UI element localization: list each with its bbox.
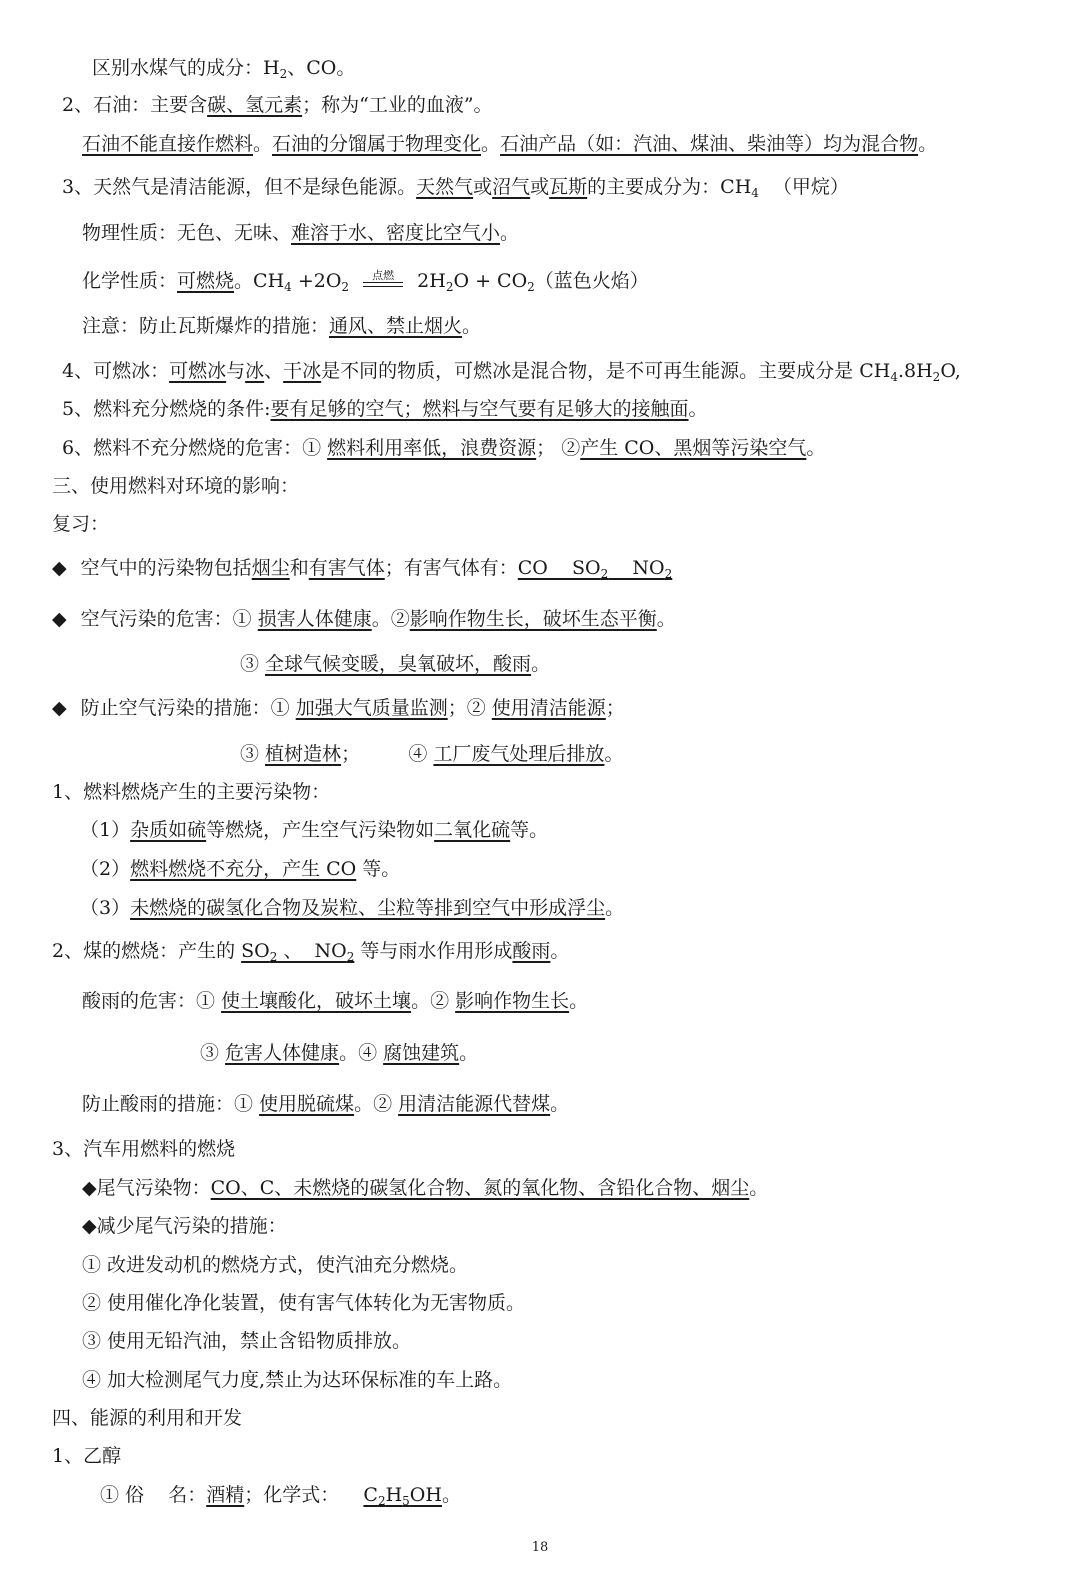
text-line-measure-1 bbox=[82, 1252, 468, 1278]
review-label bbox=[52, 511, 109, 537]
text: 和 bbox=[289, 557, 309, 579]
underlined-term: 瓦斯 bbox=[549, 176, 588, 198]
text: 。 bbox=[550, 1093, 570, 1115]
text-line-water-gas bbox=[92, 55, 355, 87]
text: 5、燃料充分燃烧的条件: bbox=[62, 398, 271, 420]
text: 。 bbox=[253, 133, 273, 155]
equals-bar-top bbox=[363, 282, 403, 283]
text: 、CO。 bbox=[287, 57, 356, 79]
underlined-term: 天然气 bbox=[416, 176, 474, 198]
underlined-term: 产生 CO、黑烟等污染空气 bbox=[580, 437, 807, 459]
text-line-combustible-ice bbox=[62, 358, 961, 390]
text: 2H bbox=[417, 270, 446, 292]
underlined-term: 要有足够的空气；燃料与空气要有足够大的接触面 bbox=[270, 398, 689, 420]
underlined-term: 植树造林 bbox=[265, 743, 342, 765]
underlined-term: OH bbox=[409, 1484, 442, 1506]
reaction-arrow bbox=[361, 269, 405, 295]
text: ② 使用催化净化装置，使有害气体转化为无害物质。 bbox=[82, 1292, 526, 1314]
text: 等与雨水作用形成 bbox=[354, 940, 513, 962]
subscript: 5 bbox=[402, 1494, 410, 1508]
text-line-prevent-acid-rain bbox=[82, 1091, 569, 1117]
underlined-term: 有害气体 bbox=[308, 557, 385, 579]
text: 。 bbox=[569, 990, 589, 1012]
text: ；有害气体有： bbox=[384, 557, 518, 579]
text: 1、乙醇 bbox=[52, 1445, 122, 1467]
page-number: 18 bbox=[531, 1540, 549, 1555]
text: ① 改进发动机的燃烧方式，使汽油充分燃烧。 bbox=[82, 1254, 469, 1276]
text-line-measure-3 bbox=[82, 1328, 411, 1354]
text: ； bbox=[605, 697, 625, 719]
underlined-term: 酒精 bbox=[206, 1484, 245, 1506]
underlined-term: CO、C、未燃烧的碳氢化合物、氮的氧化物、含铅化合物、烟尘 bbox=[210, 1177, 750, 1199]
section-heading-4 bbox=[52, 1405, 242, 1431]
text: 2、石油：主要含 bbox=[62, 94, 208, 116]
underlined-term: 可燃烧 bbox=[177, 270, 235, 292]
underlined-term: 未燃烧的碳氢化合物及炭粒、尘粒等排到空气中形成浮尘 bbox=[130, 897, 606, 919]
underlined-term: 酸雨 bbox=[512, 940, 551, 962]
text-line-pollutant-2 bbox=[80, 856, 400, 882]
subscript: 2 bbox=[664, 567, 673, 581]
text: （1） bbox=[80, 819, 131, 841]
underlined-term: 碳、氢元素 bbox=[207, 94, 303, 116]
underlined-term: 用清洁能源代替煤 bbox=[398, 1093, 551, 1115]
text: 化学性质： bbox=[82, 270, 178, 292]
text: 。② bbox=[354, 1093, 399, 1115]
text: 酸雨的危害：① bbox=[82, 990, 222, 1012]
text: 。④ bbox=[339, 1042, 384, 1064]
text: 或 bbox=[473, 176, 493, 198]
text: ◆减少尾气污染的措施： bbox=[82, 1215, 287, 1237]
text: ；化学式： bbox=[244, 1484, 364, 1506]
text: 。 bbox=[918, 133, 938, 155]
subscript: 2 bbox=[932, 370, 941, 384]
underlined-term: 可燃冰 bbox=[169, 360, 227, 382]
underlined-term: 工厂废气处理后排放 bbox=[433, 743, 605, 765]
underlined-term: H bbox=[385, 1484, 403, 1506]
subscript: 2 bbox=[269, 950, 278, 964]
underlined-term: 影响作物生长 bbox=[455, 990, 570, 1012]
text-line-pollutant-3 bbox=[80, 895, 624, 921]
text: 的主要成分为：CH bbox=[587, 176, 752, 198]
subscript: 4 bbox=[890, 370, 898, 384]
underlined-term: 危害人体健康 bbox=[225, 1042, 340, 1064]
text: 防止酸雨的措施：① bbox=[82, 1093, 260, 1115]
text-line-main-pollutants bbox=[52, 779, 330, 805]
text-line-prevent-air-pollution-2 bbox=[240, 741, 623, 767]
underlined-term: 石油不能直接作燃料 bbox=[82, 133, 254, 155]
underlined-term: 干冰 bbox=[283, 360, 322, 382]
text: O, bbox=[940, 360, 961, 382]
diamond-bullet-icon: ◆ bbox=[52, 557, 67, 579]
text-line-air-pollution-harm bbox=[52, 606, 676, 632]
underlined-term: C bbox=[363, 1484, 378, 1506]
underlined-term: 燃料燃烧不充分，产生 CO bbox=[130, 858, 357, 880]
text-line-acid-rain-harm bbox=[82, 988, 588, 1014]
text: 与 bbox=[226, 360, 246, 382]
subscript: 2 bbox=[600, 567, 609, 581]
heading-text: 四、能源的利用和开发 bbox=[52, 1407, 243, 1429]
text: 。 bbox=[500, 222, 520, 244]
text: 。 bbox=[459, 1042, 479, 1064]
underlined-term: 烟尘 bbox=[251, 557, 290, 579]
underlined-term: 使用脱硫煤 bbox=[259, 1093, 355, 1115]
subscript: 2 bbox=[279, 67, 288, 81]
text-line-car-fuel bbox=[52, 1136, 235, 1162]
text: 空气污染的危害：① bbox=[80, 608, 258, 630]
text: 、 bbox=[264, 360, 284, 382]
text-line-natural-gas bbox=[62, 174, 849, 206]
text-line-physical-properties bbox=[82, 220, 519, 246]
subscript: 4 bbox=[751, 186, 759, 200]
text: 防止空气污染的措施：① bbox=[80, 697, 296, 719]
text-line-ethanol bbox=[52, 1443, 121, 1469]
text-line-air-pollution-harm-2 bbox=[240, 651, 550, 677]
text: O + CO bbox=[453, 270, 528, 292]
text-line-petroleum bbox=[62, 92, 493, 118]
text: 。② bbox=[411, 990, 456, 1012]
text-line-acid-rain-harm-2 bbox=[200, 1040, 478, 1066]
underlined-term: CO SO bbox=[517, 557, 601, 579]
text: 。 bbox=[481, 133, 501, 155]
subscript: 2 bbox=[527, 280, 535, 294]
text: 。 bbox=[550, 940, 570, 962]
underlined-term: 腐蚀建筑 bbox=[383, 1042, 460, 1064]
text: 1、燃料燃烧产生的主要污染物： bbox=[52, 781, 331, 803]
text-line-petroleum-notes bbox=[82, 131, 937, 157]
text: 等。 bbox=[356, 858, 401, 880]
subscript: 2 bbox=[346, 950, 355, 964]
text: 。 bbox=[604, 743, 624, 765]
diamond-bullet-icon: ◆ bbox=[52, 608, 67, 630]
text: 。 bbox=[806, 437, 826, 459]
text: （3） bbox=[80, 897, 131, 919]
text: 或 bbox=[530, 176, 550, 198]
subscript: 4 bbox=[284, 280, 292, 294]
text: 。② bbox=[371, 608, 410, 630]
text-line-pollutant-1 bbox=[80, 817, 548, 843]
text: ； ② bbox=[536, 437, 581, 459]
underlined-term: 全球气候变暖，臭氧破坏，酸雨 bbox=[265, 653, 532, 675]
underlined-term: 影响作物生长，破坏生态平衡 bbox=[409, 608, 657, 630]
text: 3、汽车用燃料的燃烧 bbox=[52, 1138, 236, 1160]
section-heading-3 bbox=[52, 473, 299, 499]
text-line-air-pollutants bbox=[52, 555, 672, 587]
text-line-reduce-exhaust bbox=[82, 1213, 287, 1239]
text-line-exhaust-pollutants bbox=[82, 1175, 768, 1201]
underlined-term: 冰 bbox=[245, 360, 265, 382]
underlined-term: 使土壤酸化，破坏土壤 bbox=[221, 990, 412, 1012]
text: ④ 加大检测尾气力度,禁止为达环保标准的车上路。 bbox=[82, 1369, 513, 1391]
text: 。 bbox=[462, 315, 482, 337]
text: 等燃烧，产生空气污染物如 bbox=[206, 819, 435, 841]
reaction-condition: 点燃 bbox=[372, 269, 395, 282]
text: ； ④ bbox=[341, 743, 434, 765]
text: 。 bbox=[656, 608, 676, 630]
text: （2） bbox=[80, 858, 131, 880]
underlined-term: 使用清洁能源 bbox=[491, 697, 606, 719]
text: （蓝色火焰） bbox=[534, 270, 649, 292]
underlined-term: 难溶于水、密度比空气小 bbox=[291, 222, 501, 244]
text: ③ bbox=[240, 653, 266, 675]
heading-text: 三、使用燃料对环境的影响： bbox=[52, 475, 300, 497]
text-line-chemical-properties bbox=[82, 268, 649, 300]
subscript: 2 bbox=[377, 1494, 386, 1508]
underlined-term: 加强大气质量监测 bbox=[295, 697, 448, 719]
text: 。 bbox=[605, 897, 625, 919]
text-line-coal-combustion bbox=[52, 938, 569, 970]
text-line-gas-explosion bbox=[82, 313, 481, 339]
text: 区别水煤气的成分：H bbox=[92, 57, 280, 79]
text: 。 bbox=[441, 1484, 461, 1506]
text-line-incomplete-combustion bbox=[62, 435, 825, 461]
text-line-prevent-air-pollution bbox=[52, 695, 625, 721]
text: 空气中的污染物包括 bbox=[80, 557, 252, 579]
text: 。 bbox=[749, 1177, 769, 1199]
subscript: 2 bbox=[341, 280, 350, 294]
text: ；称为“工业的血液”。 bbox=[302, 94, 493, 116]
underlined-term: 二氧化硫 bbox=[434, 819, 511, 841]
text: 。 bbox=[688, 398, 708, 420]
underlined-term: 损害人体健康 bbox=[257, 608, 372, 630]
text: 4、可燃冰： bbox=[62, 360, 170, 382]
text: ◆尾气污染物： bbox=[82, 1177, 211, 1199]
underlined-term: 石油的分馏属于物理变化 bbox=[272, 133, 482, 155]
subscript: 2 bbox=[445, 280, 454, 294]
text: +2O bbox=[291, 270, 342, 292]
text: 物理性质：无色、无味、 bbox=[82, 222, 292, 244]
underlined-term: 沼气 bbox=[492, 176, 531, 198]
text-line-ethanol-name bbox=[100, 1482, 461, 1514]
text: ① 俗 名： bbox=[100, 1484, 207, 1506]
equals-bar-bottom bbox=[363, 286, 403, 287]
text: 6、燃料不充分燃烧的危害：① bbox=[62, 437, 328, 459]
text: ③ bbox=[240, 743, 266, 765]
text: 是不同的物质，可燃冰是混合物，是不可再生能源。主要成分是 CH bbox=[321, 360, 891, 382]
text: .8H bbox=[897, 360, 933, 382]
text: 2、煤的燃烧：产生的 bbox=[52, 940, 242, 962]
underlined-term: NO bbox=[608, 557, 665, 579]
underlined-term: 通风、禁止烟火 bbox=[329, 315, 463, 337]
diamond-bullet-icon: ◆ bbox=[52, 697, 67, 719]
text: 复习： bbox=[52, 513, 110, 535]
underlined-term: 杂质如硫 bbox=[130, 819, 207, 841]
underlined-term: 、 NO bbox=[277, 940, 347, 962]
text-line-measure-4 bbox=[82, 1367, 512, 1393]
text: ③ 使用无铅汽油，禁止含铅物质排放。 bbox=[82, 1330, 412, 1352]
text: 等。 bbox=[510, 819, 549, 841]
underlined-term: 燃料利用率低，浪费资源 bbox=[327, 437, 537, 459]
text-line-measure-2 bbox=[82, 1290, 525, 1316]
text: 。CH bbox=[234, 270, 285, 292]
text: （甲烷） bbox=[772, 176, 849, 198]
text: 注意：防止瓦斯爆炸的措施： bbox=[82, 315, 330, 337]
text: 3、天然气是清洁能源，但不是绿色能源。 bbox=[62, 176, 417, 198]
underlined-term: 石油产品（如：汽油、煤油、柴油等）均为混合物 bbox=[500, 133, 919, 155]
text-line-full-combustion bbox=[62, 396, 708, 422]
underlined-term: SO bbox=[241, 940, 270, 962]
text: ；② bbox=[447, 697, 492, 719]
text: ③ bbox=[200, 1042, 226, 1064]
text: 。 bbox=[531, 653, 551, 675]
